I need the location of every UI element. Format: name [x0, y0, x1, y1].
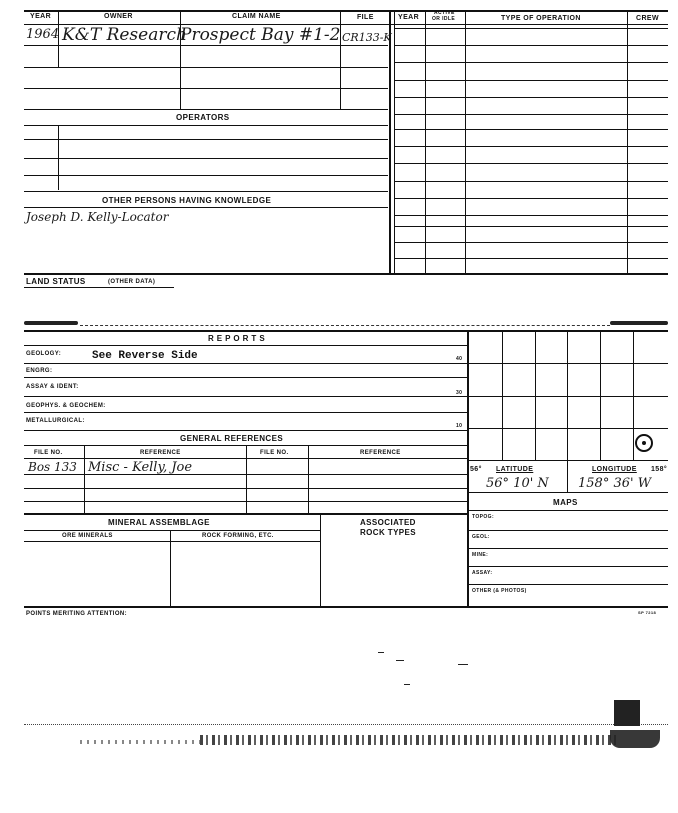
col-div-active [425, 10, 426, 274]
maps-heading: MAPS [553, 498, 578, 507]
genref-row [24, 501, 468, 502]
grid-col [502, 330, 503, 460]
maps-topog: TOPOG: [472, 514, 495, 520]
mineral-heading-line [24, 530, 320, 531]
row-line [24, 88, 388, 89]
scan-black-block [610, 730, 660, 748]
scan-artifact [378, 652, 384, 653]
header-file: FILE [357, 14, 374, 21]
genref-bottom [24, 513, 468, 515]
genref-file-no: FILE NO. [34, 450, 63, 456]
genref-row1-file: Bos 133 [28, 460, 77, 474]
top-table-bottom [24, 273, 668, 275]
geology-label: GEOLOGY: [26, 351, 62, 357]
col-div-type [465, 10, 466, 274]
scan-noise-band [200, 735, 620, 745]
operators-line [24, 125, 388, 126]
col-div-crew [627, 10, 628, 274]
header-year: YEAR [30, 13, 52, 20]
scan-smudge [610, 321, 668, 325]
right-row [394, 198, 668, 199]
row-line [24, 139, 388, 140]
lat-prefix: 56° [470, 466, 482, 473]
row-line [24, 191, 388, 192]
col-div-year2 [394, 10, 395, 274]
latlon-divider [567, 460, 568, 492]
row-line [24, 109, 388, 110]
grid-row [468, 363, 668, 364]
col-div-main [389, 10, 391, 274]
right-row [394, 114, 668, 115]
entry-file: CR133-K [342, 31, 392, 44]
mineral-assemblage-heading: MINERAL ASSEMBLAGE [108, 518, 210, 527]
right-row [394, 226, 668, 227]
right-row [394, 215, 668, 216]
mineral-subheading-line [24, 541, 320, 542]
scan-smudge [24, 321, 78, 325]
maps-other: OTHER (& PHOTOS) [472, 588, 527, 594]
geophys-label: GEOPHYS. & GEOCHEM: [26, 403, 106, 409]
maps-row [468, 530, 668, 531]
genref-reference: REFERENCE [140, 450, 181, 456]
grid-num-30: 30 [456, 390, 463, 396]
reports-bottom [24, 606, 668, 608]
dashed-line [80, 325, 610, 326]
grid-num-10: 10 [456, 423, 463, 429]
row-line [24, 67, 388, 68]
right-row [394, 62, 668, 63]
mineral-col [170, 530, 171, 606]
genref-row [24, 488, 468, 489]
grid-row [468, 396, 668, 397]
row-line [24, 45, 388, 46]
metallurgical-label: METALLURGICAL: [26, 418, 85, 424]
maps-assay: ASSAY: [472, 570, 493, 576]
genref-reference-2: REFERENCE [360, 450, 401, 456]
points-meriting-label: POINTS MERITING ATTENTION: [26, 611, 128, 617]
mineral-col [320, 513, 321, 606]
header-year-2: YEAR [398, 14, 420, 21]
latitude-value: 56° 10' N [486, 476, 549, 491]
right-row [394, 80, 668, 81]
operators-heading: OPERATORS [176, 113, 230, 122]
other-persons-heading: OTHER PERSONS HAVING KNOWLEDGE [102, 196, 272, 205]
col-div-file [340, 10, 341, 110]
scan-black-block [614, 700, 640, 726]
right-row [394, 258, 668, 259]
genref-col [246, 445, 247, 513]
maps-mine: MINE: [472, 552, 489, 558]
right-row [394, 242, 668, 243]
geology-value: See Reverse Side [92, 350, 198, 362]
grid-col [567, 330, 568, 460]
right-row [394, 28, 668, 29]
form-number: SP 7218 [638, 610, 657, 615]
lon-suffix: 158° [651, 466, 668, 473]
reports-top [24, 330, 668, 332]
maps-geol: GEOL: [472, 534, 490, 540]
engrg-label: ENGRG: [26, 368, 53, 374]
right-row [394, 129, 668, 130]
scan-noise-band [80, 740, 200, 744]
longitude-value: 158° 36' W [578, 476, 652, 491]
genref-col [84, 445, 85, 513]
row-line [24, 175, 388, 176]
header-type-of-operation: TYPE OF OPERATION [501, 15, 581, 22]
entry-year: 1964 [26, 27, 60, 42]
maps-row [468, 584, 668, 585]
scan-artifact [404, 684, 410, 685]
scan-artifact [396, 660, 404, 661]
other-person-entry: Joseph D. Kelly-Locator [26, 210, 169, 224]
reports-heading: R E P O R T S [208, 334, 266, 343]
rock-forming-heading: ROCK FORMING, ETC. [202, 533, 274, 539]
grid-col [535, 330, 536, 460]
genref-col [308, 445, 309, 513]
right-row [394, 181, 668, 182]
right-row [394, 163, 668, 164]
reports-row [24, 363, 468, 364]
land-status-underline [24, 287, 174, 288]
right-row [394, 97, 668, 98]
header-owner: OWNER [104, 13, 133, 20]
grid-col [600, 330, 601, 460]
general-references-heading: GENERAL REFERENCES [180, 434, 284, 443]
other-persons-line [24, 207, 388, 208]
grid-row [468, 460, 668, 461]
maps-row [468, 566, 668, 567]
reports-row [24, 412, 468, 413]
genref-row1-ref: Misc - Kelly, Joe [88, 460, 193, 475]
scan-artifact [458, 664, 468, 665]
header-claim-name: CLAIM NAME [232, 13, 281, 20]
grid-num-40: 40 [456, 356, 463, 362]
latitude-label: LATITUDE [496, 466, 534, 473]
reports-row [24, 377, 468, 378]
entry-owner: K&T Research [62, 25, 187, 45]
latlon-bottom [468, 492, 668, 493]
maps-heading-line [468, 510, 668, 511]
right-row [394, 45, 668, 46]
top-border [24, 10, 668, 12]
header-active-2: OR IDLE [432, 16, 456, 22]
reports-heading-line [24, 345, 468, 346]
reports-row [24, 430, 468, 431]
genref-file-no-2: FILE NO. [260, 450, 289, 456]
location-marker-icon [635, 434, 653, 452]
ore-minerals-heading: ORE MINERALS [62, 533, 113, 539]
genref-row [24, 474, 468, 475]
entry-claim-name: Prospect Bay #1-2 [180, 25, 341, 45]
land-status-label: LAND STATUS [26, 277, 86, 286]
reports-row [24, 396, 468, 397]
assay-label: ASSAY & IDENT: [26, 384, 79, 390]
header-crew: CREW [636, 15, 659, 22]
header-active-1: ACTIVE [434, 10, 455, 16]
scan-line [24, 724, 668, 725]
grid-col [633, 330, 634, 460]
land-status-sub: (OTHER DATA) [108, 279, 156, 285]
maps-row [468, 548, 668, 549]
longitude-label: LONGITUDE [592, 466, 637, 473]
grid-row [468, 428, 668, 429]
right-row [394, 146, 668, 147]
row-line [24, 158, 388, 159]
associated-rock-types-2: ROCK TYPES [360, 528, 417, 537]
associated-rock-types-1: ASSOCIATED [360, 518, 416, 527]
